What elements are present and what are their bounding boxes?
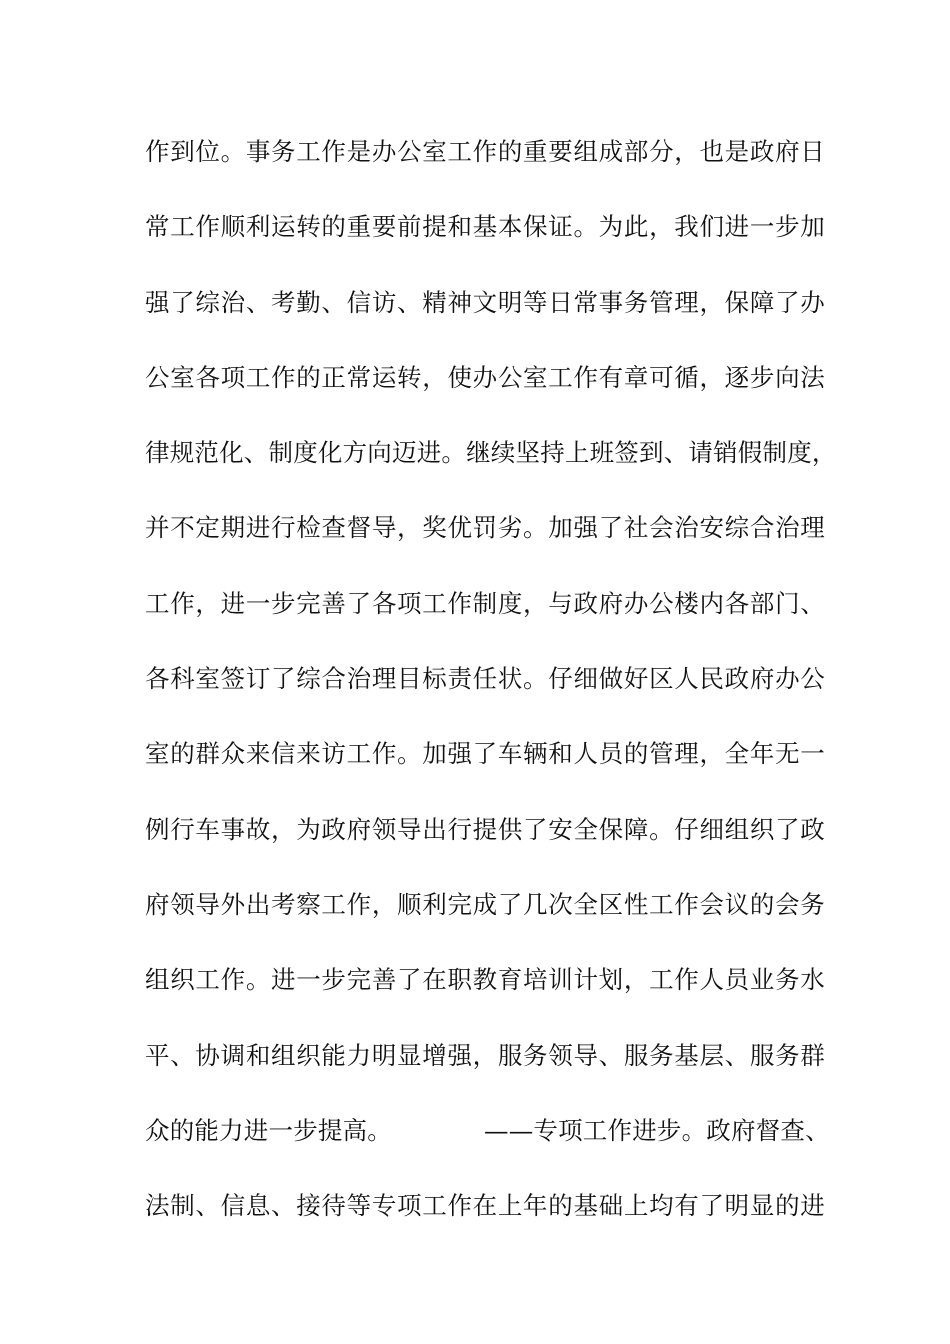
text-line-9: 室的群众来信来访工作。加强了车辆和人员的管理，全年无一 xyxy=(145,739,825,769)
body-paragraph xyxy=(145,128,837,1257)
text-line-2: 常工作顺利运转的重要前提和基本保证。为此，我们进一步加 xyxy=(145,212,825,242)
text-line-14-part-1: 众的能力进一步提高。 xyxy=(145,1115,392,1145)
text-line-6: 并不定期进行检查督导，奖优罚劣。加强了社会治安综合治理 xyxy=(145,513,825,543)
text-line-8: 各科室签订了综合治理目标责任状。仔细做好区人民政府办公 xyxy=(145,664,825,694)
text-line-10: 例行车事故，为政府领导出行提供了安全保障。仔细组织了政 xyxy=(145,814,825,844)
text-line-5: 律规范化、制度化方向迈进。继续坚持上班签到、请销假制度， xyxy=(145,438,837,468)
text-line-7: 工作，进一步完善了各项工作制度，与政府办公楼内各部门、 xyxy=(145,588,825,618)
text-line-4: 公室各项工作的正常运转，使办公室工作有章可循，逐步向法 xyxy=(145,362,825,392)
text-line-1: 作到位。事务工作是办公室工作的重要组成部分，也是政府日 xyxy=(145,137,825,166)
text-line-14 xyxy=(145,1107,830,1182)
text-line-14-part-2: ——专项工作进步。政府督查、 xyxy=(484,1115,830,1145)
text-line-11: 府领导外出考察工作，顺利完成了几次全区性工作会议的会务 xyxy=(145,889,825,919)
text-line-12: 组织工作。进一步完善了在职教育培训计划，工作人员业务水 xyxy=(145,965,825,995)
text-line-13: 平、协调和组织能力明显增强，服务领导、服务基层、服务群 xyxy=(145,1040,825,1070)
text-line-3: 强了综治、考勤、信访、精神文明等日常事务管理，保障了办 xyxy=(145,287,825,317)
text-line-15: 法制、信息、接待等专项工作在上年的基础上均有了明显的进 xyxy=(145,1191,825,1221)
